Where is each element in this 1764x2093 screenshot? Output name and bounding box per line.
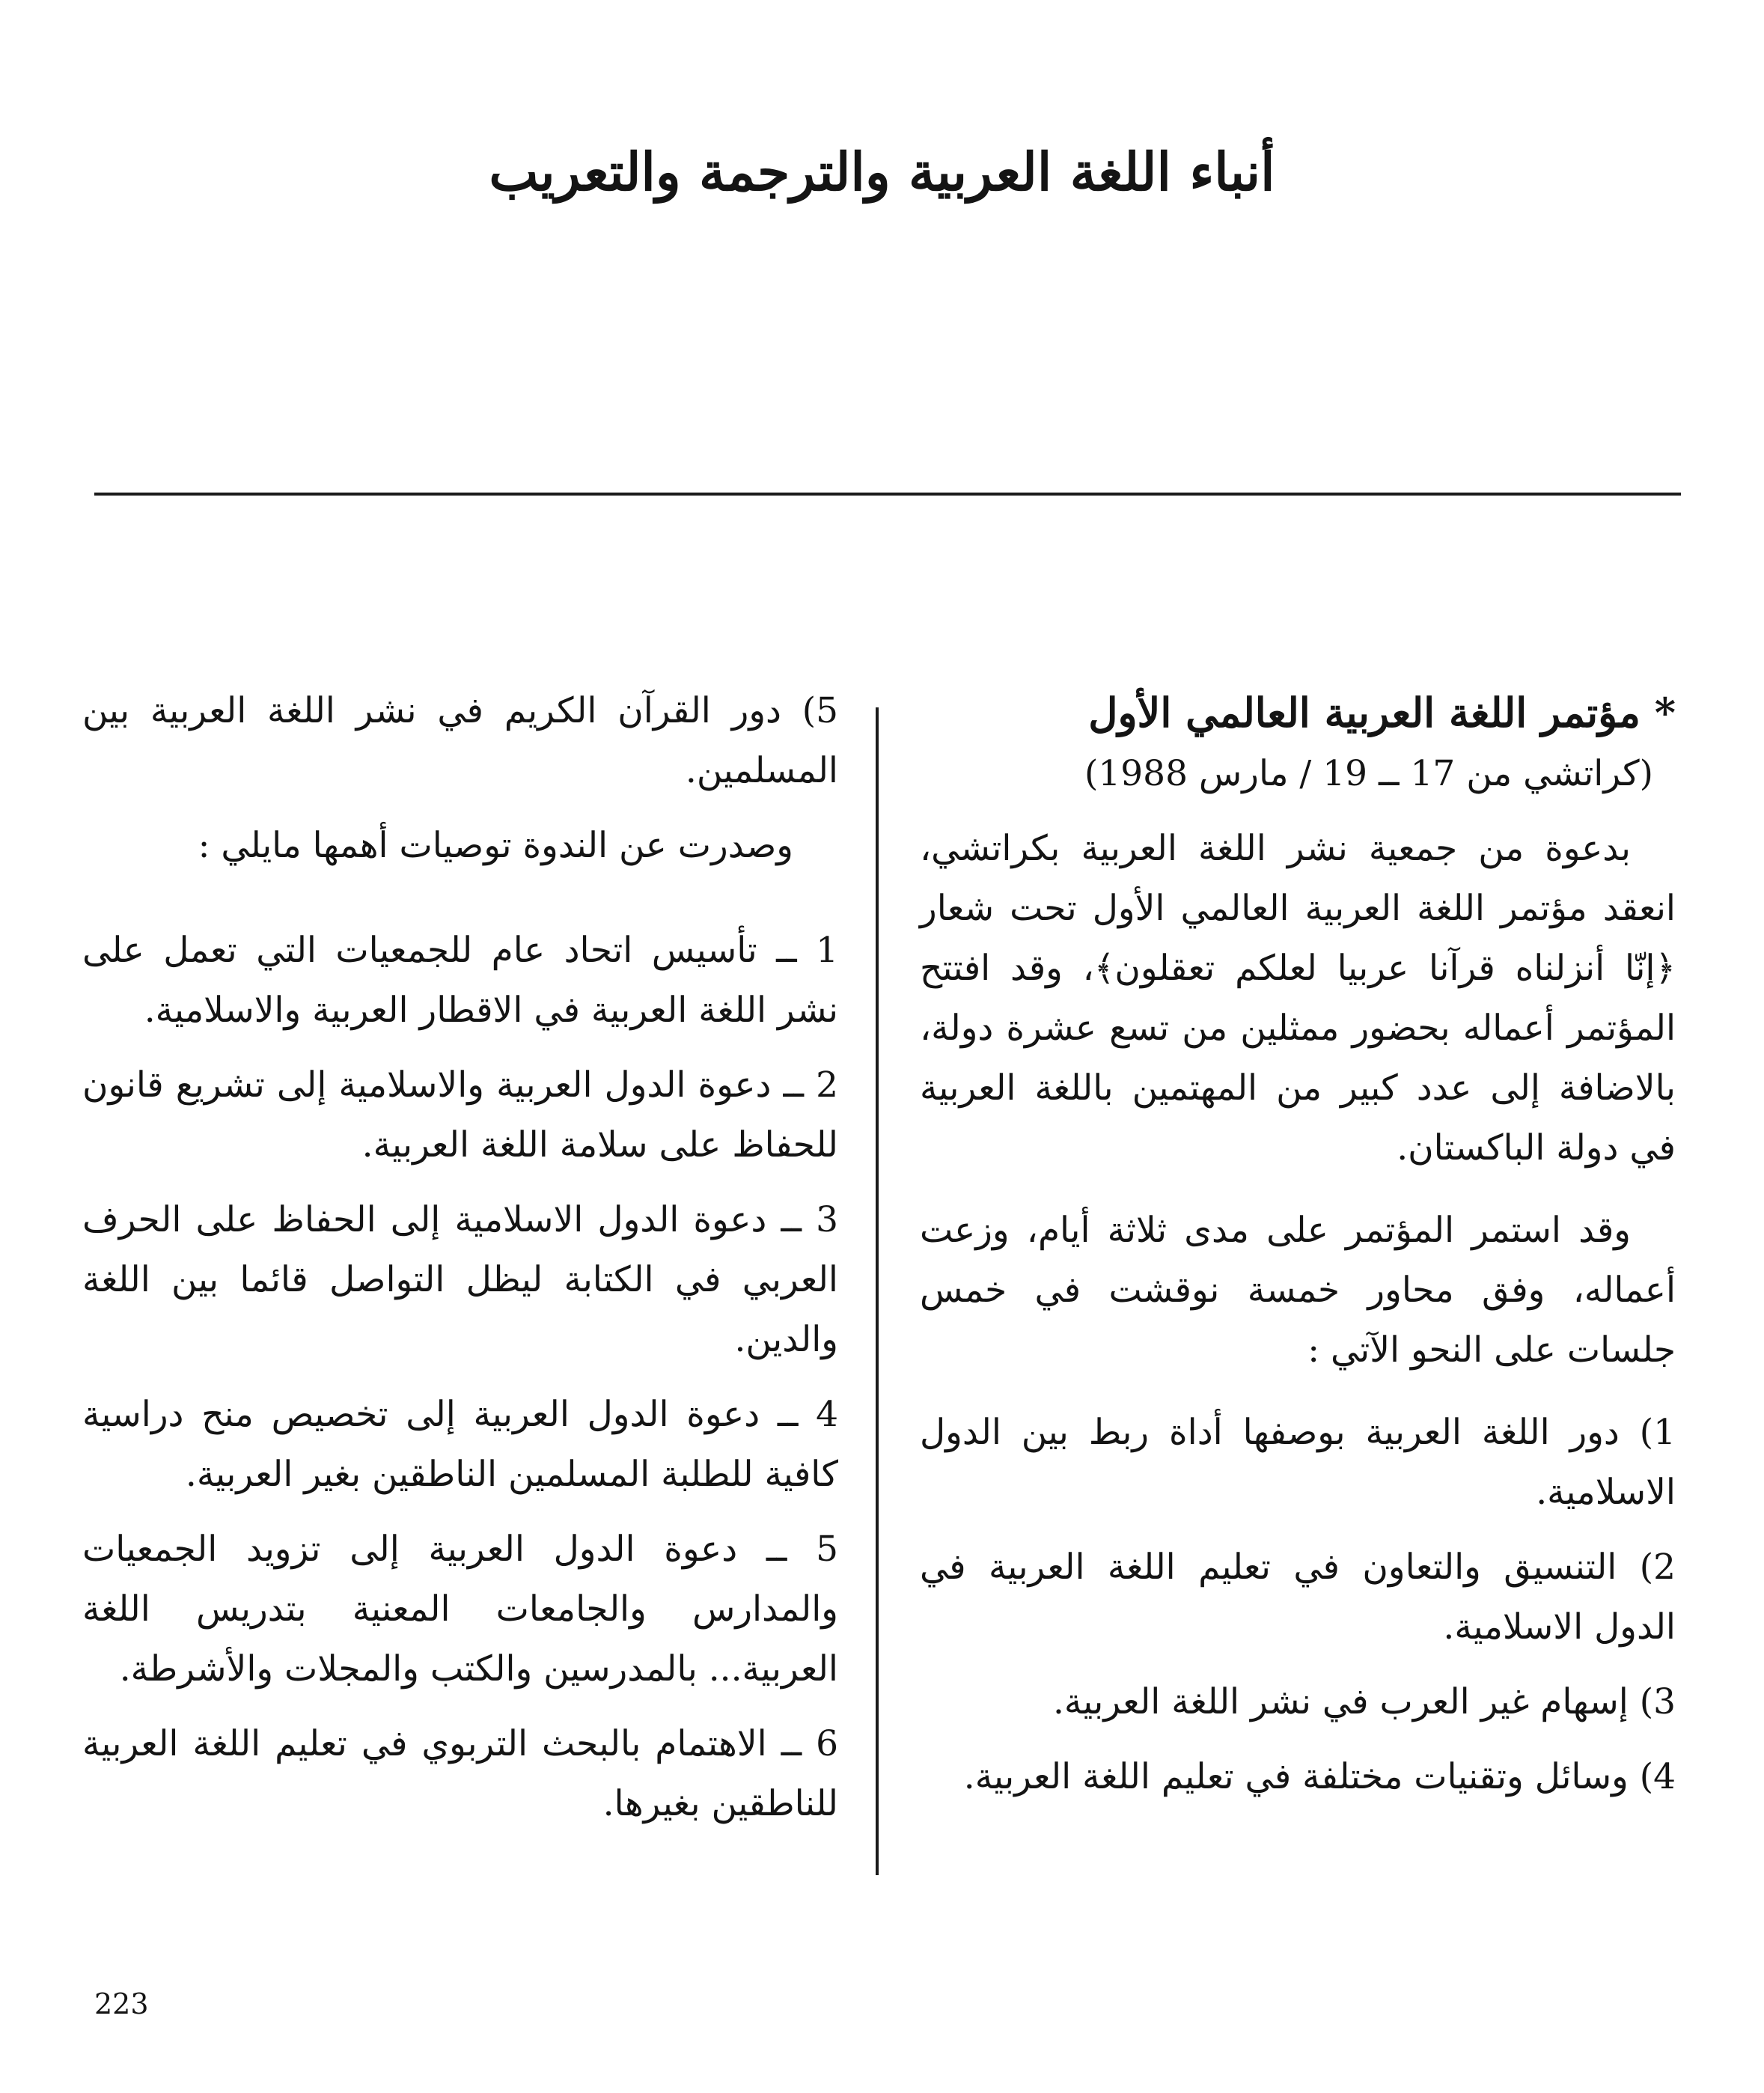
page-title: أنباء اللغة العربية والترجمة والتعريب <box>489 141 1275 203</box>
right-column <box>920 681 1676 1822</box>
theme-item: 4) وسائل وتقنيات مختلفة في تعليم اللغة العربية. <box>963 1756 1676 1797</box>
header-divider <box>94 493 1681 496</box>
recommendations-intro: وصدرت عن الندوة توصيات أهمها مايلي : <box>198 825 793 866</box>
theme-item: 1) دور اللغة العربية بوصفها أداة ربط بين الدول الاسلامية. <box>920 1412 1676 1513</box>
article-subheading: (كراتشي من 17 ــ 19 / مارس 1988) <box>1084 753 1653 794</box>
recommendation-item: 2 ــ دعوة الدول العربية والاسلامية إلى تشريع قانون للحفاظ على سلامة اللغة العربية. <box>82 1064 838 1166</box>
recommendation-item: 6 ــ الاهتمام بالبحث التربوي في تعليم اللغة العربية للناطقين بغيرها. <box>82 1723 838 1824</box>
left-column <box>82 681 838 1849</box>
column-divider <box>876 707 879 1875</box>
page-number: 223 <box>94 1987 149 2020</box>
theme-item: 2) التنسيق والتعاون في تعليم اللغة العربية في الدول الاسلامية. <box>920 1547 1676 1648</box>
theme-item: 5) دور القرآن الكريم في نشر اللغة العربية بين المسلمين. <box>82 690 838 791</box>
schedule-paragraph: وقد استمر المؤتمر على مدى ثلاثة أيام، وزعت أعماله، وفق محاور خمسة نوقشت في خمس جلسات على النحو الآتي : <box>920 1210 1676 1371</box>
article-heading: * مؤتمر اللغة العربية العالمي الأول <box>1088 689 1676 737</box>
theme-item: 3) إسهام غير العرب في نشر اللغة العربية. <box>1052 1681 1676 1722</box>
recommendation-item: 1 ــ تأسيس اتحاد عام للجمعيات التي تعمل على نشر اللغة العربية في الاقطار العربية والاسلامية. <box>82 930 838 1031</box>
recommendation-item: 4 ــ دعوة الدول العربية إلى تخصيص منح دراسية كافية للطلبة المسلمين الناطقين بغير العربية. <box>82 1394 838 1495</box>
recommendation-item: 5 ــ دعوة الدول العربية إلى تزويد الجمعيات والمدارس والجامعات المعنية بتدريس اللغة العربية... بالمدرسين والكتب والمجلات والأشرطة. <box>82 1529 838 1690</box>
recommendation-item: 3 ــ دعوة الدول الاسلامية إلى الحفاظ على الحرف العربي في الكتابة ليظل التواصل قائما بين اللغة والدين. <box>82 1199 838 1360</box>
intro-paragraph: بدعوة من جمعية نشر اللغة العربية بكراتشي، انعقد مؤتمر اللغة العربية العالمي الأول تحت شعار ﴿إنّا أنزلناه قرآنا عربيا لعلكم تعقلون﴾، وقد افتتح المؤتمر أعماله بحضور ممثلين من تسع عشرة دولة، بالاضافة إلى عدد كبير من المهتمين باللغة العربية في دولة الباكستان. <box>920 828 1676 1169</box>
